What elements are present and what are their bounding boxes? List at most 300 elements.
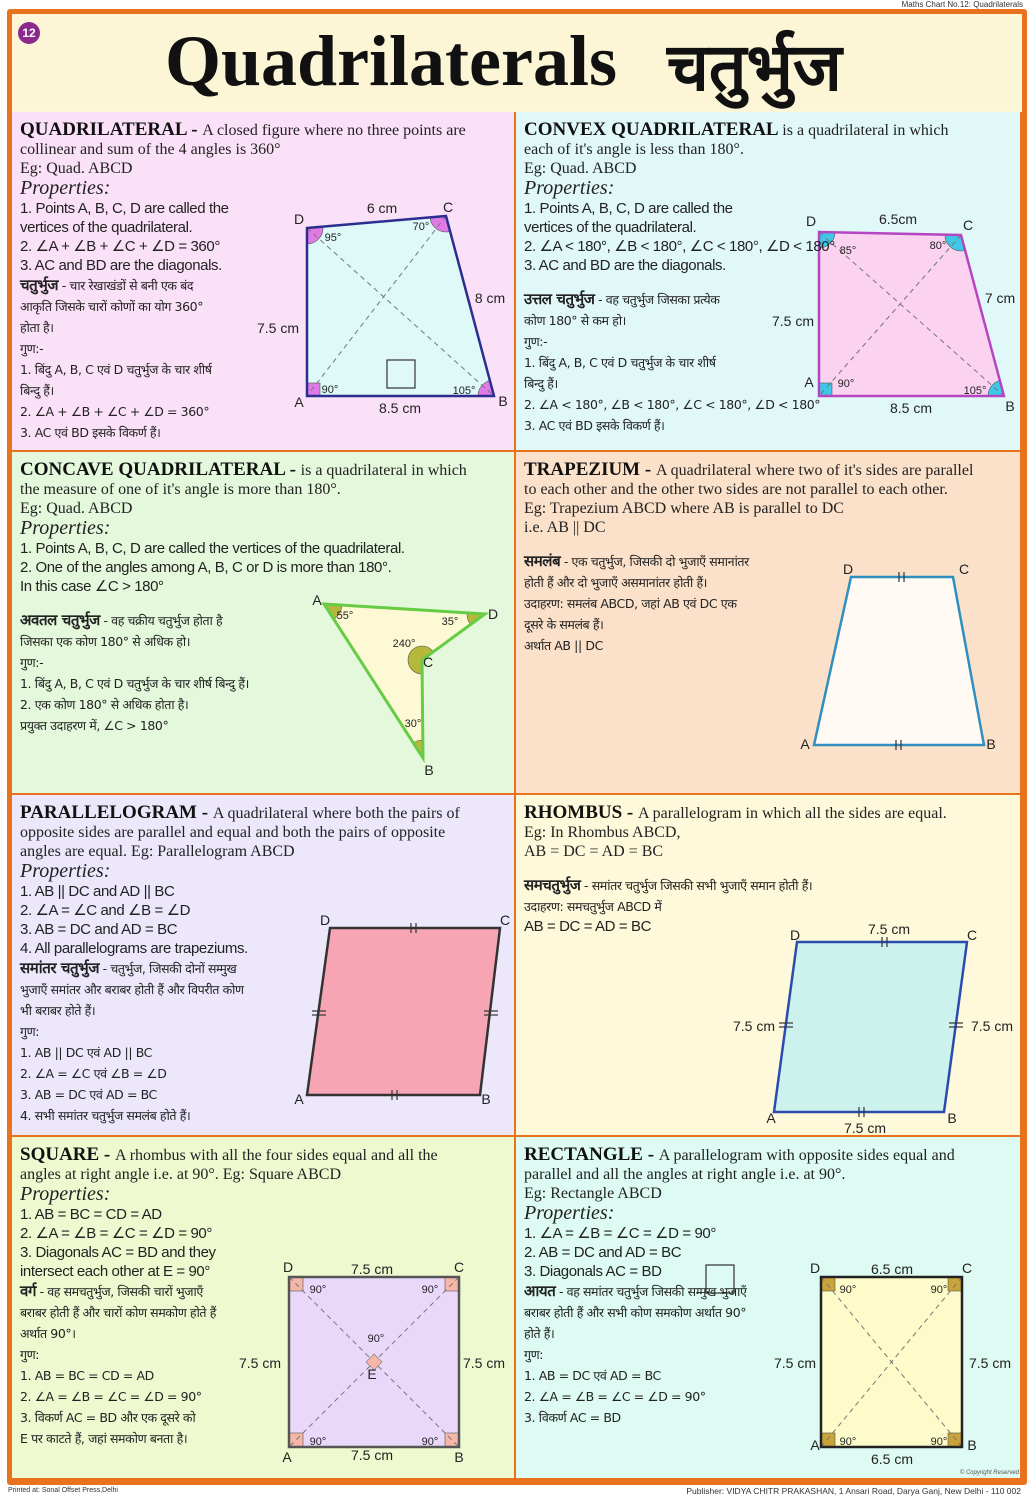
figure-label: 70°	[412, 220, 430, 233]
line-text: प्रयुक्त उदाहरण में, ∠C > 180°	[20, 718, 169, 733]
text-line	[524, 518, 1014, 537]
line-text: अर्थात AB || DC	[524, 638, 603, 653]
text-line	[524, 218, 1014, 237]
figure-label: D	[805, 212, 817, 229]
figure-label: C	[961, 1259, 973, 1276]
line-text: बिन्दु हैं।	[20, 383, 54, 398]
text-line	[20, 218, 508, 237]
figure-label: 7.5 cm	[843, 1119, 887, 1136]
line-text: vertices of the quadrilateral.	[20, 219, 193, 236]
figure-label: 6.5 cm	[870, 1260, 914, 1277]
figure-label: 90°	[309, 1435, 327, 1448]
line-text: 3. AC एवं BD इसके विकर्ण हैं।	[524, 418, 665, 433]
figure-label: D	[842, 560, 854, 577]
figure-label: 8.5 cm	[889, 399, 933, 416]
figure-label: 7.5 cm	[256, 319, 300, 336]
text-line	[524, 635, 1014, 656]
line-text: 1. AB = DC एवं AD = BC	[524, 1368, 661, 1383]
line-text: - चार रेखाखंडों से बनी एक बंद	[58, 278, 194, 293]
line-text: अर्थात 90°।	[20, 1326, 76, 1341]
text-line	[524, 614, 1014, 635]
text-line	[20, 338, 508, 359]
figure-label: 90°	[930, 1283, 948, 1296]
text-line	[20, 1084, 508, 1105]
chart-number-badge: 12	[18, 22, 40, 44]
figure-label: C	[958, 560, 970, 577]
section-definition: A closed figure where no three points are	[202, 122, 466, 139]
text-line	[20, 539, 508, 558]
figure-label: 55°	[336, 609, 354, 622]
text-line	[524, 1165, 1014, 1184]
poster-title-hindi: चतुर्भुज	[667, 29, 842, 106]
text-line	[524, 823, 1014, 842]
text-line	[524, 572, 1014, 593]
text-line	[20, 577, 508, 596]
line-text: 3. AC एवं BD इसके विकर्ण हैं।	[20, 425, 161, 440]
section-heading	[524, 120, 1014, 140]
section-definition: A parallelogram with opposite sides equal and	[658, 1147, 955, 1164]
text-line	[524, 1386, 1014, 1407]
text-line	[524, 917, 1014, 936]
section-term: SQUARE -	[20, 1144, 116, 1165]
figure-label: 6.5cm	[878, 210, 918, 227]
section-term: RECTANGLE -	[524, 1144, 659, 1165]
text-line	[524, 310, 1014, 331]
figure-label: 85°	[839, 244, 857, 257]
figure-label: 7.5 cm	[238, 1354, 282, 1371]
line-text: Eg: Quad. ABCD	[20, 160, 133, 177]
figure-label: A	[282, 1448, 292, 1465]
text-line	[524, 1407, 1014, 1428]
figure-label: 7.5 cm	[773, 1354, 817, 1371]
text-line	[20, 1000, 508, 1021]
line-text: angles at right angle i.e. at 90°. Eg: Square ABCD	[20, 1166, 341, 1183]
text-line	[20, 958, 508, 979]
line-text: 3. विकर्ण AC = BD	[524, 1410, 621, 1425]
section-heading	[524, 460, 1014, 480]
section-definition: A rhombus with all the four sides equal and all the	[115, 1147, 438, 1164]
text-line	[20, 380, 508, 401]
line-text: 3. AC and BD are the diagonals.	[20, 257, 222, 274]
text-line	[524, 140, 1014, 159]
text-line	[20, 237, 508, 256]
figure-label: B	[424, 761, 434, 778]
line-text: बिन्दु हैं।	[524, 376, 558, 391]
text-line	[20, 939, 508, 958]
figure-label: C	[422, 653, 434, 670]
text-line	[20, 140, 508, 159]
section-term: CONVEX QUADRILATERAL	[524, 119, 783, 140]
text-line	[524, 480, 1014, 499]
figure-label: C	[962, 216, 974, 233]
text-line	[20, 499, 508, 518]
line-text: भुजाएँ समांतर और बराबर होती हैं और विपरीत कोण	[20, 982, 244, 997]
section-heading	[20, 1145, 508, 1165]
hindi-term: समचतुर्भुज	[524, 876, 581, 894]
line-text: 3. AC and BD are the diagonals.	[524, 257, 726, 274]
line-text: 2. ∠A = ∠B = ∠C = ∠D = 90°	[20, 1389, 202, 1404]
line-text: गुण:-	[524, 334, 548, 349]
line-text: 1. AB || DC एवं AD || BC	[20, 1045, 152, 1060]
text-line	[20, 1365, 508, 1386]
figure-label: B	[454, 1448, 464, 1465]
line-text: - चतुर्भुज, जिसकी दोनों सम्मुख	[99, 961, 237, 976]
text-line	[524, 1224, 1014, 1243]
figure-label: 7.5 cm	[970, 1017, 1014, 1034]
spacer	[524, 537, 1014, 551]
figure-label: B	[498, 392, 508, 409]
line-text: 2. ∠A < 180°, ∠B < 180°, ∠C < 180°, ∠D < 180°	[524, 397, 821, 412]
poster-header	[12, 14, 1022, 110]
line-text: उदाहरण: समचतुर्भुज ABCD में	[524, 899, 662, 914]
line-text: गुण:-	[20, 341, 44, 356]
panel-text	[524, 460, 1014, 656]
text-line	[20, 317, 508, 338]
figure-label: 7.5 cm	[732, 1017, 776, 1034]
text-line	[20, 159, 508, 178]
line-text: 2. एक कोण 180° से अधिक होता है।	[20, 697, 189, 712]
line-text: 2. AB = DC and AD = BC	[524, 1244, 682, 1261]
text-line	[524, 1302, 1014, 1323]
line-text: parallel and all the angles at right angle i.e. at 90°.	[524, 1166, 846, 1183]
text-line	[524, 875, 1014, 896]
line-text: 3. Diagonals AC = BD and they	[20, 1244, 216, 1261]
line-text: Properties:	[20, 177, 111, 199]
figure-label: 105°	[452, 384, 476, 397]
text-line	[20, 673, 508, 694]
figure-label: 7.5 cm	[350, 1260, 394, 1277]
figure-label: 6.5 cm	[870, 1450, 914, 1467]
figure-label: 90°	[367, 1332, 385, 1345]
figure-label: A	[804, 373, 814, 390]
line-text: 1. बिंदु A, B, C एवं D चतुर्भुज के चार शीर्ष	[524, 355, 716, 370]
figure-label: 80°	[929, 239, 947, 252]
line-text: होती हैं और दो भुजाएँ असमानांतर होती हैं।	[524, 575, 708, 590]
section-heading	[20, 460, 508, 480]
section-definition: A quadrilateral where two of it's sides are parallel	[655, 462, 974, 479]
line-text: बराबर होती हैं और सभी कोण समकोण अर्थात 90°	[524, 1305, 747, 1320]
line-text: vertices of the quadrilateral.	[524, 219, 697, 236]
panel-rectangle	[516, 1137, 1022, 1480]
text-line	[524, 256, 1014, 275]
figure-label: 7.5 cm	[867, 920, 911, 937]
text-line	[524, 1365, 1014, 1386]
text-line	[524, 199, 1014, 218]
text-line	[20, 1165, 508, 1184]
text-line	[20, 920, 508, 939]
figure-label: A	[766, 1109, 776, 1126]
line-text: गुण:	[20, 1024, 40, 1039]
section-heading	[20, 120, 508, 140]
text-line	[20, 558, 508, 577]
text-line	[524, 415, 1014, 436]
text-line	[524, 394, 1014, 415]
panel-text	[524, 1145, 1014, 1428]
text-line	[20, 694, 508, 715]
line-text: 3. Diagonals AC = BD	[524, 1263, 662, 1280]
figure-label: 90°	[839, 1435, 857, 1448]
figure-label: B	[947, 1109, 957, 1126]
line-text: होता है।	[20, 320, 54, 335]
properties-heading	[524, 1203, 1014, 1224]
figure-label: 240°	[392, 637, 416, 650]
line-text: intersect each other at E = 90°	[20, 1263, 210, 1280]
figure-label: B	[1005, 397, 1015, 414]
figure-label: 8.5 cm	[378, 399, 422, 416]
figure-label: A	[312, 591, 322, 608]
line-text: गुण:	[524, 1347, 544, 1362]
line-text: - वह चक्रीय चतुर्भुज होता है	[99, 613, 223, 628]
line-text: 2. ∠A = ∠B = ∠C = ∠D = 90°	[524, 1389, 706, 1404]
line-text: 3. AB = DC and AD = BC	[20, 921, 178, 938]
figure-label: D	[319, 911, 331, 928]
text-line	[20, 1262, 508, 1281]
copyright-note: © Copyright Reserved	[959, 1470, 1019, 1476]
line-text: 2. ∠A = ∠B = ∠C = ∠D = 90°	[20, 1225, 212, 1242]
text-line	[20, 1021, 508, 1042]
text-line	[20, 1407, 508, 1428]
spacer	[524, 861, 1014, 875]
text-line	[20, 199, 508, 218]
line-text: - वह चतुर्भुज जिसका प्रत्येक	[594, 292, 720, 307]
line-text: Properties:	[524, 1202, 615, 1224]
text-line	[20, 1428, 508, 1449]
panel-trapezium	[516, 452, 1022, 795]
text-line	[524, 1344, 1014, 1365]
properties-heading	[524, 178, 1014, 199]
line-text: Properties:	[524, 177, 615, 199]
line-text: 3. AB = DC एवं AD = BC	[20, 1087, 157, 1102]
shape-fill	[774, 942, 967, 1112]
hindi-term: चतुर्भुज	[20, 276, 59, 294]
hindi-term: अवतल चतुर्भुज	[20, 611, 100, 629]
line-text: जिसका एक कोण 180° से अधिक हो।	[20, 634, 191, 649]
section-heading	[20, 803, 508, 823]
text-line	[20, 275, 508, 296]
line-text: 2. ∠A + ∠B + ∠C + ∠D = 360°	[20, 404, 210, 419]
section-heading	[524, 803, 1014, 823]
line-text: गुण:	[20, 1347, 40, 1362]
line-text: i.e. AB || DC	[524, 519, 606, 536]
line-text: - वह समांतर चतुर्भुज जिसकी सम्मुख भुजाएँ	[555, 1284, 747, 1299]
text-line	[524, 1323, 1014, 1344]
figure-label: 7.5 cm	[350, 1446, 394, 1463]
figure-label: 90°	[839, 1283, 857, 1296]
section-definition: A quadrilateral where both the pairs of	[212, 805, 460, 822]
figure-label: 6 cm	[366, 199, 398, 216]
figure-label: E	[367, 1365, 377, 1382]
panel-text	[20, 802, 511, 1126]
line-text: collinear and sum of the 4 angles is 360°	[20, 141, 281, 158]
figure-label: 7.5 cm	[968, 1354, 1012, 1371]
figure-label: D	[282, 1258, 294, 1275]
line-text: - समांतर चतुर्भुज जिसकी सभी भुजाएँ समान होती हैं।	[580, 878, 813, 893]
text-line	[20, 296, 508, 317]
section-definition: is a quadrilateral in which	[782, 122, 949, 139]
text-line	[524, 289, 1014, 310]
line-text: opposite sides are parallel and equal and both the pairs of opposite	[20, 824, 446, 841]
text-line	[524, 352, 1014, 373]
line-text: Properties:	[20, 860, 111, 882]
line-text: angles are equal. Eg: Parallelogram ABCD	[20, 843, 295, 860]
text-line	[20, 1302, 508, 1323]
section-heading	[524, 1145, 1014, 1165]
figure-label: 90°	[421, 1435, 439, 1448]
text-line	[20, 1323, 508, 1344]
hindi-term: वर्ग	[20, 1282, 36, 1300]
text-line	[20, 401, 508, 422]
line-text: कोण 180° से कम हो।	[524, 313, 627, 328]
text-line	[524, 1184, 1014, 1203]
section-term: TRAPEZIUM -	[524, 459, 656, 480]
line-text: 2. ∠A + ∠B + ∠C + ∠D = 360°	[20, 238, 220, 255]
panel-text	[20, 1145, 508, 1449]
line-text: 1. Points A, B, C, D are called the vertices of the quadrilateral.	[20, 540, 405, 557]
text-line	[20, 1042, 508, 1063]
line-text: 2. ∠A = ∠C and ∠B = ∠D	[20, 902, 191, 919]
hindi-term: समलंब	[524, 552, 561, 570]
hindi-term: आयत	[524, 1282, 556, 1300]
spacer	[524, 275, 1014, 289]
text-line	[20, 256, 508, 275]
text-line	[20, 1281, 508, 1302]
text-line	[524, 373, 1014, 394]
figure-label: C	[499, 911, 511, 928]
publisher-credit: Publisher: VIDYA CHITR PRAKASHAN, 1 Ansari Road, Darya Ganj, New Delhi - 110 002	[686, 1486, 1021, 1496]
line-text: 4. All parallelograms are trapeziums.	[20, 940, 248, 957]
hindi-term: समांतर चतुर्भुज	[20, 959, 100, 977]
figure-label: 105°	[963, 384, 987, 397]
line-text: बराबर होती हैं और चारों कोण समकोण होते हैं	[20, 1305, 216, 1320]
panel-text	[524, 120, 1014, 436]
panel-rhombus	[516, 795, 1022, 1137]
text-line	[20, 1386, 508, 1407]
line-text: each of it's angle is less than 180°.	[524, 141, 744, 158]
figure-label: 7.5 cm	[771, 312, 815, 329]
figure-label: 90°	[421, 1283, 439, 1296]
line-text: आकृति जिसके चारों कोणों का योग 360°	[20, 299, 204, 314]
hindi-term: उत्तल चतुर्भुज	[524, 290, 595, 308]
panel-convex	[516, 112, 1022, 452]
text-line	[524, 237, 1014, 256]
text-line	[524, 593, 1014, 614]
line-text: गुण:-	[20, 655, 44, 670]
figure-label: 7.5 cm	[462, 1354, 506, 1371]
properties-heading	[20, 861, 508, 882]
figure-label: 8 cm	[474, 289, 506, 306]
figure-label: B	[481, 1090, 491, 1107]
line-text: Properties:	[20, 1183, 111, 1205]
spacer	[20, 596, 508, 610]
line-text: 1. बिंदु A, B, C एवं D चतुर्भुज के चार शीर्ष बिन्दु हैं।	[20, 676, 249, 691]
text-line	[20, 652, 508, 673]
poster-title: Quadrilaterals	[165, 21, 617, 101]
text-line	[20, 1105, 508, 1126]
line-text: 4. सभी समांतर चतुर्भुज समलंब होते हैं।	[20, 1108, 191, 1123]
text-line	[20, 359, 508, 380]
section-term: RHOMBUS -	[524, 802, 638, 823]
line-text: Eg: Quad. ABCD	[524, 160, 637, 177]
properties-heading	[20, 1184, 508, 1205]
figure-label: D	[789, 926, 801, 943]
text-line	[524, 331, 1014, 352]
text-line	[524, 896, 1014, 917]
text-line	[20, 1205, 508, 1224]
figure-label: 90°	[309, 1283, 327, 1296]
chart-number-label: Maths Chart No.12: Quadrilaterals	[901, 0, 1023, 9]
text-line	[20, 1063, 508, 1084]
properties-heading	[20, 518, 508, 539]
line-text: 3. विकर्ण AC = BD और एक दूसरे को	[20, 1410, 196, 1425]
line-text: - एक चतुर्भुज, जिसकी दो भुजाएँ समानांतर	[560, 554, 749, 569]
line-text: दूसरे के समलंब हैं।	[524, 617, 604, 632]
section-term: CONCAVE QUADRILATERAL -	[20, 459, 301, 480]
panel-text	[20, 460, 508, 736]
panel-parallelogram	[12, 795, 516, 1137]
properties-heading	[20, 178, 508, 199]
text-line	[524, 842, 1014, 861]
figure-label: 95°	[324, 231, 342, 244]
figure-label: A	[294, 1090, 304, 1107]
line-text: उदाहरण: समलंब ABCD, जहां AB एवं DC एक	[524, 596, 737, 611]
text-line	[20, 1224, 508, 1243]
section-definition: A parallelogram in which all the sides are equal.	[638, 805, 947, 822]
figure-label: A	[810, 1436, 820, 1453]
panel-text	[524, 803, 1014, 936]
figure-label: B	[986, 735, 996, 752]
text-line	[20, 480, 508, 499]
figure-label: 35°	[441, 615, 459, 628]
line-text: 2. One of the angles among A, B, C or D is more than 180°.	[20, 559, 392, 576]
line-text: 1. AB = BC = CD = AD	[20, 1206, 162, 1223]
figure-label: A	[800, 735, 810, 752]
figure-label: D	[809, 1259, 821, 1276]
line-text: Eg: Rectangle ABCD	[524, 1185, 662, 1202]
printer-credit: Printed at: Sonal Offset Press,Delhi	[8, 1487, 118, 1494]
line-text: 1. बिंदु A, B, C एवं D चतुर्भुज के चार शीर्ष	[20, 362, 212, 377]
line-text: Eg: Trapezium ABCD where AB is parallel to DC	[524, 500, 844, 517]
text-line	[20, 901, 508, 920]
line-text: AB = DC = AD = BC	[524, 918, 652, 935]
line-text: to each other and the other two sides are not parallel to each other.	[524, 481, 948, 498]
line-text: the measure of one of it's angle is more than 180°.	[20, 481, 341, 498]
text-line	[20, 422, 508, 443]
line-text: होते हैं।	[524, 1326, 555, 1341]
text-line	[20, 882, 508, 901]
figure-label: 30°	[404, 717, 422, 730]
line-text: E पर काटते हैं, जहां समकोण बनता है।	[20, 1431, 188, 1446]
text-line	[20, 631, 508, 652]
figure-label: D	[487, 605, 499, 622]
line-text: भी बराबर होते हैं।	[20, 1003, 96, 1018]
line-text: 1. Points A, B, C, D are called the	[20, 200, 229, 217]
section-term: QUADRILATERAL -	[20, 119, 203, 140]
figure-label: 90°	[837, 377, 855, 390]
figure-label: 7 cm	[984, 289, 1016, 306]
section-term: PARALLELOGRAM -	[20, 802, 213, 823]
line-text: 1. ∠A = ∠B = ∠C = ∠D = 90°	[524, 1225, 716, 1242]
figure-label: A	[294, 393, 304, 410]
section-definition: is a quadrilateral in which	[300, 462, 467, 479]
text-line	[524, 551, 1014, 572]
line-text: - वह समचतुर्भुज, जिसकी चारों भुजाएँ	[36, 1284, 203, 1299]
text-line	[20, 1344, 508, 1365]
text-line	[524, 1243, 1014, 1262]
figure-label: C	[453, 1258, 465, 1275]
figure-label: 90°	[321, 383, 339, 396]
panel-square	[12, 1137, 516, 1480]
figure-label: C	[442, 198, 454, 215]
